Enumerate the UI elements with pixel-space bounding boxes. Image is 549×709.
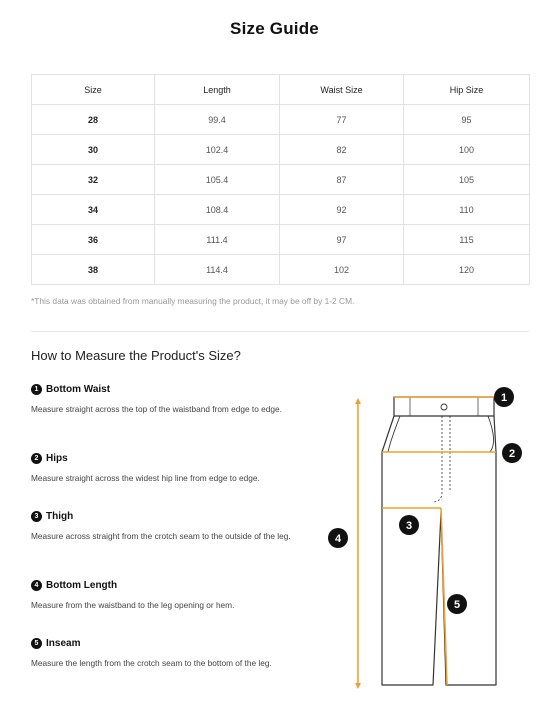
step-number-badge: 5 xyxy=(31,638,42,649)
table-row xyxy=(32,225,530,255)
step-bottom-length xyxy=(31,580,306,611)
pants-fly xyxy=(432,416,442,502)
marker-1-label: 1 xyxy=(500,392,508,404)
step-thigh xyxy=(31,511,306,542)
cell-hip: 110 xyxy=(404,195,530,225)
cell-length: 99.4 xyxy=(155,105,280,135)
pants-waistband xyxy=(394,397,494,416)
cell-length: 102.4 xyxy=(155,135,280,165)
step-inseam xyxy=(31,638,306,669)
cell-waist: 92 xyxy=(280,195,404,225)
measurement-note: *This data was obtained from manually measuring the product, it may be off by 1-2 CM. xyxy=(31,296,355,306)
cell-hip: 105 xyxy=(404,165,530,195)
table-row xyxy=(32,255,530,285)
cell-hip: 95 xyxy=(404,105,530,135)
table-row xyxy=(32,105,530,135)
pants-measurement-diagram xyxy=(320,380,530,695)
cell-waist: 77 xyxy=(280,105,404,135)
step-bottom-waist xyxy=(31,384,306,415)
cell-size: 34 xyxy=(32,195,155,225)
marker-4-label: 4 xyxy=(334,533,342,545)
cell-size: 28 xyxy=(32,105,155,135)
cell-size: 30 xyxy=(32,135,155,165)
step-title: Hips xyxy=(46,453,68,464)
marker-5-label: 5 xyxy=(453,599,461,611)
cell-hip: 100 xyxy=(404,135,530,165)
page-title: Size Guide xyxy=(230,19,319,38)
cell-length: 111.4 xyxy=(155,225,280,255)
step-title: Bottom Length xyxy=(46,580,118,591)
table-header-row xyxy=(32,75,530,105)
step-title: Inseam xyxy=(46,638,81,649)
cell-size: 32 xyxy=(32,165,155,195)
step-number-badge: 3 xyxy=(31,511,42,522)
header-size: Size xyxy=(32,75,155,105)
header-hip-size: Hip Size xyxy=(404,75,530,105)
marker-2-label: 2 xyxy=(508,448,516,460)
step-title: Bottom Waist xyxy=(46,384,111,395)
step-description: Measure straight across the top of the waistband from edge to edge. xyxy=(31,404,282,414)
cell-length: 108.4 xyxy=(155,195,280,225)
step-description: Measure from the waistband to the leg opening or hem. xyxy=(31,600,235,610)
cell-waist: 97 xyxy=(280,225,404,255)
cell-hip: 115 xyxy=(404,225,530,255)
cell-size: 38 xyxy=(32,255,155,285)
cell-waist: 87 xyxy=(280,165,404,195)
pants-right-pocket xyxy=(488,416,494,452)
step-number-badge: 2 xyxy=(31,453,42,464)
step-description: Measure straight across the widest hip line from edge to edge. xyxy=(31,473,260,483)
cell-waist: 82 xyxy=(280,135,404,165)
step-number-badge: 1 xyxy=(31,384,42,395)
size-table xyxy=(31,74,530,285)
step-hips xyxy=(31,453,306,484)
section-divider xyxy=(31,331,529,332)
step-description: Measure the length from the crotch seam to the bottom of the leg. xyxy=(31,658,272,668)
marker-3-label: 3 xyxy=(405,520,413,532)
header-length: Length xyxy=(155,75,280,105)
cell-hip: 120 xyxy=(404,255,530,285)
cell-length: 105.4 xyxy=(155,165,280,195)
step-description: Measure across straight from the crotch seam to the outside of the leg. xyxy=(31,531,291,541)
table-row xyxy=(32,135,530,165)
table-row xyxy=(32,165,530,195)
cell-size: 36 xyxy=(32,225,155,255)
cell-waist: 102 xyxy=(280,255,404,285)
step-number-badge: 4 xyxy=(31,580,42,591)
how-to-measure-title: How to Measure the Product's Size? xyxy=(31,348,241,363)
pants-outline xyxy=(382,416,496,685)
table-row xyxy=(32,195,530,225)
header-waist-size: Waist Size xyxy=(280,75,404,105)
cell-length: 114.4 xyxy=(155,255,280,285)
measure-inseam-line xyxy=(441,508,447,685)
button-icon xyxy=(441,404,447,410)
pants-left-pocket xyxy=(388,416,400,452)
step-title: Thigh xyxy=(46,511,74,522)
